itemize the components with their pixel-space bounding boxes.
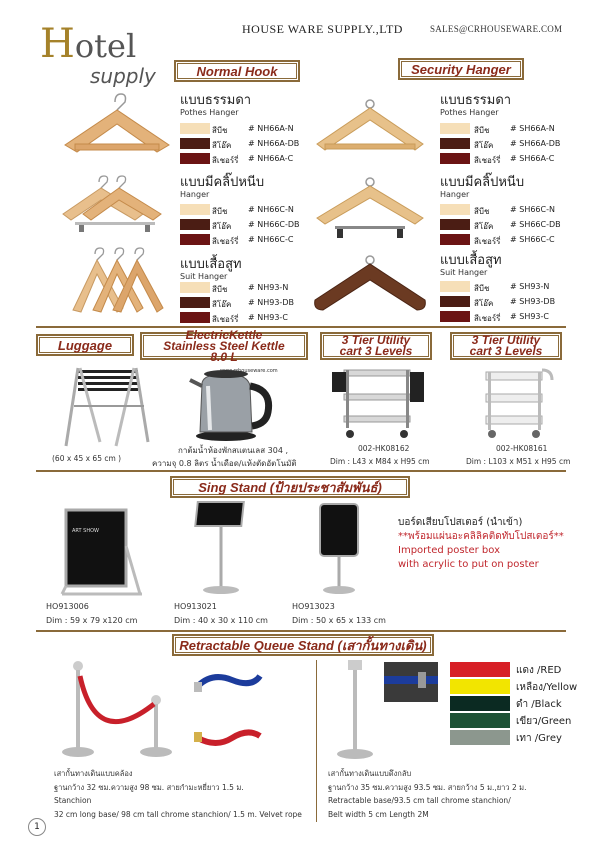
swatch-dark-brown (180, 297, 210, 308)
hanger-subtitle: Pothes Hanger (440, 108, 499, 117)
section-divider (36, 630, 566, 632)
product-code: # SH66C-DB (510, 220, 561, 229)
cart-2-code: 002-HK08161 (496, 444, 548, 453)
product-code: # NH66C-N (248, 205, 294, 214)
cart-1-image (326, 362, 428, 442)
sing-3-code: HO913023 (292, 602, 335, 611)
queue-right-line2: ฐานกว้าง 35 ซม.ความสูง 93.5 ซม. สายกว้าง 5 ม.,ยาว 2 ม. (328, 783, 527, 792)
queue-right-line3: Retractable base/93.5 cm tall chrome stanchion/ (328, 796, 511, 805)
luggage-rack-image (60, 362, 156, 450)
section-header-kettle: ElectricKettle Stainless Steel Kettle 8.0 L (140, 332, 308, 360)
hanger-title: แบบมีคลิ๊ปหนีบ (180, 175, 265, 190)
section-header-sing-stand: Sing Stand (ป้ายประชาสัมพันธ์) (170, 476, 410, 498)
swatch-natural (180, 282, 210, 293)
hanger-subtitle: Hanger (180, 190, 210, 199)
product-code: # SH66C-C (510, 235, 555, 244)
company-name: HOUSE WARE SUPPLY.,LTD (242, 22, 403, 36)
section-header-luggage: Luggage (36, 334, 134, 356)
sing-desc-2: **พร้อมแผ่นอะคลิลิคติดทับโปสเตอร์** (398, 531, 564, 542)
sing-1-code: HO913006 (46, 602, 89, 611)
swatch-dark-brown (440, 296, 470, 307)
product-code: # SH93-N (510, 282, 550, 291)
belt-swatch-grey (450, 730, 510, 745)
swatch-natural (180, 204, 210, 215)
section-header-security-hanger: Security Hanger (398, 58, 524, 80)
swatch-dark-brown (180, 138, 210, 149)
product-code: # NH93-C (248, 313, 288, 322)
cart-2-dim: Dim : L103 x M51 x H95 cm (466, 457, 571, 466)
product-code: # NH93-DB (248, 298, 294, 307)
security-suit-hanger-image (315, 256, 426, 310)
queue-left-line2: ฐานกว้าง 32 ซม.ความสูง 98 ซม. สายกำมะหยี่ยาว 1.5 ม. (54, 783, 244, 792)
swatch-natural (440, 123, 470, 134)
color-label: สีเชอร์รี่ (212, 156, 239, 165)
clip-hanger-image (63, 176, 161, 232)
product-code: # SH66A-N (510, 124, 555, 133)
product-code: # SH93-C (510, 312, 549, 321)
normal-hanger-images (55, 90, 175, 320)
product-code: # NH93-N (248, 283, 289, 292)
brand-subtitle: supply (90, 64, 156, 88)
hanger-subtitle: Hanger (440, 190, 470, 199)
page-number: 1 (28, 818, 46, 836)
hanger-title: แบบธรรมดา (440, 93, 512, 108)
swatch-cherry (180, 312, 210, 323)
color-label: สีบีช (212, 207, 228, 216)
swatch-cherry (180, 234, 210, 245)
swatch-dark-brown (440, 219, 470, 230)
brand-initial: H (40, 21, 75, 67)
product-code: # SH66A-C (510, 154, 555, 163)
belt-label-red: แดง /RED (516, 665, 562, 676)
queue-divider (316, 660, 317, 822)
hanger-left-group-1 (180, 94, 251, 117)
belt-label-black: ดำ /Black (516, 699, 562, 710)
kettle-desc-2: ความจุ 0.8 ลิตร น้ำเดือด/แห้งตัดอัตโนมัติ (152, 459, 297, 468)
color-label: สีเชอร์รี่ (474, 237, 501, 246)
swatch-cherry (440, 311, 470, 322)
belt-label-grey: เทา /Grey (516, 733, 562, 744)
company-email[interactable]: SALES@CRHOUSEWARE.COM (430, 24, 563, 34)
color-label: สีบีช (212, 126, 228, 135)
hanger-title: แบบเสื้อสูท (180, 257, 242, 272)
sing-3-dim: Dim : 50 x 65 x 133 cm (292, 616, 386, 625)
color-label: สีบีช (474, 207, 490, 216)
security-clip-hanger-image (317, 178, 423, 238)
section-header-queue-stand: Retractable Queue Stand (เสากั้นทางเดิน) (172, 634, 434, 656)
sing-description (398, 516, 564, 572)
cart-1-dim: Dim : L43 x M84 x H95 cm (330, 457, 430, 466)
product-code: # NH66A-N (248, 124, 294, 133)
section-header-cart-1: 3 Tier Utility cart 3 Levels (320, 332, 432, 360)
queue-left-line3: Stanchion (54, 796, 92, 805)
poster-stand-2-image (186, 500, 256, 598)
velvet-rope-stanchion-image (56, 660, 176, 760)
swatch-cherry (440, 234, 470, 245)
product-code: # NH66C-DB (248, 220, 300, 229)
queue-right-line1: เสากั้นทางเดินแบบดึงกลับ (328, 769, 412, 778)
sing-desc-3: Imported poster box (398, 545, 500, 556)
poster-board-text: ART SHOW (72, 528, 99, 534)
color-label: สีเชอร์รี่ (212, 237, 239, 246)
color-label: สีเชอร์รี่ (474, 156, 501, 165)
hanger-title: แบบธรรมดา (180, 93, 252, 108)
hanger-right-group-1 (440, 94, 511, 117)
security-hanger-images (305, 90, 435, 320)
color-label: สีโอ๊ค (212, 222, 232, 231)
hanger-left-group-3 (180, 258, 242, 281)
swatch-natural (180, 123, 210, 134)
sing-2-dim: Dim : 40 x 30 x 110 cm (174, 616, 268, 625)
pothes-hanger-image (65, 94, 169, 152)
hanger-title: แบบเสื้อสูท (440, 253, 502, 268)
product-code: # SH66A-DB (510, 139, 561, 148)
hanger-subtitle: Suit Hanger (440, 268, 488, 277)
red-rope-image (192, 722, 266, 752)
hanger-title: แบบมีคลิ๊ปหนีบ (440, 175, 525, 190)
belt-label-yellow: เหลือง/Yellow (516, 682, 578, 693)
swatch-dark-brown (440, 138, 470, 149)
product-code: # NH66C-C (248, 235, 294, 244)
sing-desc-1: บอร์ดเสียบโปสเตอร์ (นำเข้า) (398, 517, 523, 528)
kettle-image (186, 364, 276, 442)
product-code: # NH66A-DB (248, 139, 300, 148)
belt-label-green: เขียว/Green (516, 716, 572, 727)
sing-1-dim: Dim : 59 x 79 x120 cm (46, 616, 138, 625)
section-header-normal-hook: Normal Hook (174, 60, 300, 82)
poster-stand-1-image (56, 506, 148, 598)
belt-swatch-yellow (450, 679, 510, 694)
swatch-natural (440, 281, 470, 292)
belt-swatch-green (450, 713, 510, 728)
brand-logo (40, 21, 137, 67)
luggage-dim: (60 x 45 x 65 cm ) (52, 454, 122, 463)
hanger-subtitle: Suit Hanger (180, 272, 228, 281)
security-pothes-hanger-image (317, 100, 423, 150)
queue-right-line4: Belt width 5 cm Length 2M (328, 810, 429, 819)
poster-stand-3-image (310, 502, 370, 598)
color-label: สีโอ๊ค (474, 141, 494, 150)
retractable-stanchion-image (332, 658, 378, 762)
color-label: สีเชอร์รี่ (212, 315, 239, 324)
swatch-cherry (440, 153, 470, 164)
belt-swatch-black (450, 696, 510, 711)
product-code: # SH93-DB (510, 297, 556, 306)
cart-2-image (476, 364, 556, 442)
section-header-cart-2: 3 Tier Utility cart 3 Levels (450, 332, 562, 360)
swatch-cherry (180, 153, 210, 164)
color-label: สีโอ๊ค (474, 299, 494, 308)
section-divider (36, 326, 566, 328)
color-label: สีบีช (474, 126, 490, 135)
color-label: สีโอ๊ค (212, 300, 232, 309)
color-label: สีเชอร์รี่ (474, 314, 501, 323)
sing-desc-4: with acrylic to put on poster (398, 559, 539, 570)
color-label: สีบีช (212, 285, 228, 294)
hanger-right-group-2 (440, 176, 524, 199)
blue-rope-image (192, 668, 266, 698)
swatch-dark-brown (180, 219, 210, 230)
sing-2-code: HO913021 (174, 602, 217, 611)
cart-1-code: 002-HK08162 (358, 444, 410, 453)
swatch-natural (440, 204, 470, 215)
color-label: สีโอ๊ค (212, 141, 232, 150)
product-code: # NH66A-C (248, 154, 294, 163)
hanger-right-group-3 (440, 254, 502, 277)
queue-left-line4: 32 cm long base/ 98 cm tall chrome stanchion/ 1.5 m. Velvet rope (54, 810, 302, 819)
kettle-brand-print: www.crhouseware.com (220, 368, 278, 374)
brand-rest: otel (74, 27, 137, 65)
suit-hanger-image (73, 248, 163, 312)
section-divider (36, 470, 566, 472)
product-code: # SH66C-N (510, 205, 555, 214)
hanger-subtitle: Pothes Hanger (180, 108, 239, 117)
belt-swatch-red (450, 662, 510, 677)
queue-left-line1: เสากั้นทางเดินแบบคล้อง (54, 769, 133, 778)
color-label: สีบีช (474, 284, 490, 293)
hanger-left-group-2 (180, 176, 264, 199)
belt-photo-image (384, 662, 438, 702)
kettle-desc-1: กาต้มน้ำห้องพักสแตนเลส 304 , (178, 446, 288, 455)
color-label: สีโอ๊ค (474, 222, 494, 231)
